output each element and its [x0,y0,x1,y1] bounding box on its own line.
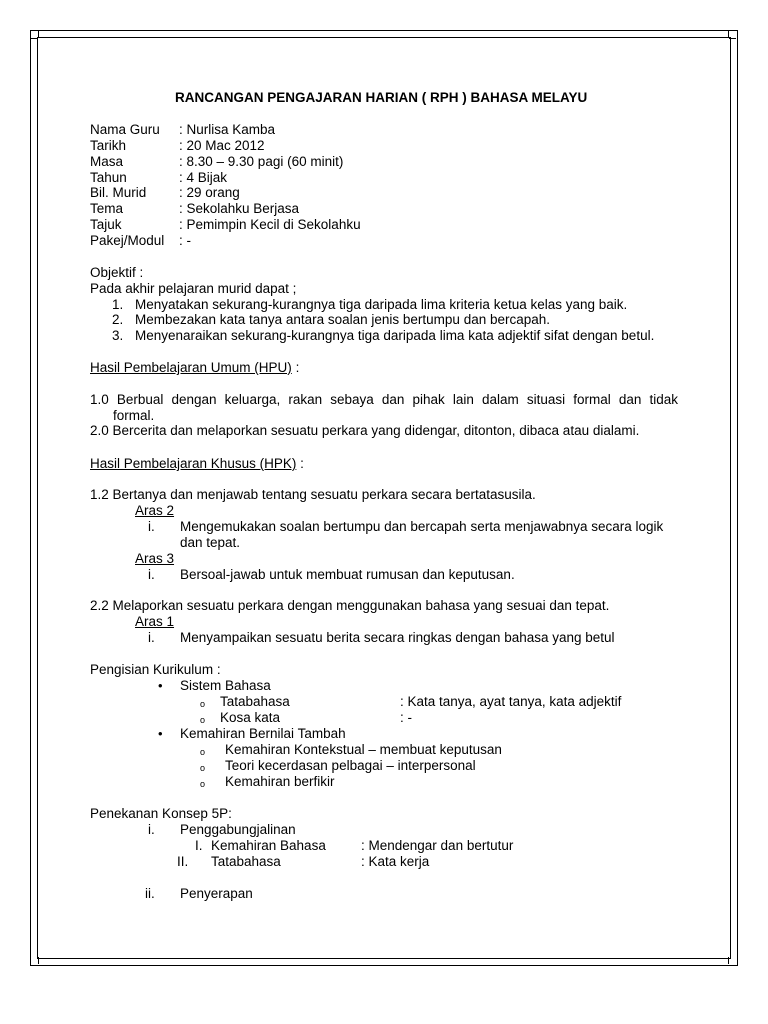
kurikulum-heading: Pengisian Kurikulum : [90,662,221,677]
konsep-sub-value: : Kata kerja [361,854,430,869]
hpu-heading-line [90,360,299,376]
konsep-sub-item: Tatabahasa [211,854,281,869]
kurikulum-sub-value: : Kata tanya, ayat tanya, kata adjektif [400,694,622,709]
bullet-icon: • [158,678,163,693]
hpk-item: 1.2 Bertanya dan menjawab tentang sesuatu perkara secara bertatasusila. [90,487,536,502]
objektif-item: Membezakan kata tanya antara soalan jenis bertumpu dan bercapah. [135,312,551,327]
info-value: : Pemimpin Kecil di Sekolahku [179,217,361,232]
hpk-heading-line [90,456,304,472]
info-label: Nama Guru [90,122,160,137]
info-value: : 20 Mac 2012 [179,138,265,153]
hpu-heading-colon: : [291,360,300,375]
hpk-heading-colon: : [296,456,304,471]
border-corner-mark [729,38,736,39]
list-number: II. [177,854,189,869]
hpu-item: 1.0 Berbual dengan keluarga, rakan sebaya dan pihak lain dalam situasi formal dan tidak [90,392,678,407]
konsep-item: Penggabungjalinan [180,822,296,837]
hpk-sub-item: Mengemukakan soalan bertumpu dan bercapah serta menjawabnya secara logik [180,519,664,534]
info-label: Tarikh [90,138,127,153]
list-number: 3. [112,328,124,343]
border-corner-mark [38,30,39,37]
info-value: : 29 orang [179,185,240,200]
info-label: Tajuk [90,217,122,232]
circle-bullet-icon: o [200,715,206,725]
info-label: Bil. Murid [90,185,147,200]
objektif-intro: Pada akhir pelajaran murid dapat ; [90,281,297,296]
list-number: i. [148,567,155,582]
aras-label: Aras 3 [135,551,175,566]
border-corner-mark [30,38,37,39]
bullet-icon: • [158,726,163,741]
info-value: : - [179,233,191,248]
konsep-item: Penyerapan [180,886,253,901]
aras-label: Aras 2 [135,503,175,518]
hpu-item: 2.0 Bercerita dan melaporkan sesuatu perkara yang didengar, ditonton, dibaca atau dialami. [90,423,640,438]
hpk-sub-item: Menyampaikan sesuatu berita secara ringkas dengan bahasa yang betul [180,630,615,645]
kurikulum-item: Kemahiran Bernilai Tambah [180,726,346,741]
konsep-sub-item: Kemahiran Bahasa [211,838,326,853]
circle-bullet-icon: o [200,763,206,773]
info-value: : 4 Bijak [179,170,228,185]
info-label: Pakej/Modul [90,233,165,248]
circle-bullet-icon: o [200,699,206,709]
kurikulum-sub-item: Kemahiran Kontekstual – membuat keputusan [225,742,502,757]
border-corner-mark [728,30,729,37]
objektif-item: Menyenaraikan sekurang-kurangnya tiga daripada lima kata adjektif sifat dengan betul. [135,328,655,343]
info-value: : Sekolahku Berjasa [179,201,300,216]
list-number: I. [195,838,203,853]
hpk-sub-item-continuation: dan tepat. [180,535,241,550]
list-number: 2. [112,312,124,327]
objektif-item: Menyatakan sekurang-kurangnya tiga daripada lima kriteria ketua kelas yang baik. [135,297,628,312]
hpu-heading: Hasil Pembelajaran Umum (HPU) [90,360,292,375]
kurikulum-sub-item: Kemahiran berfikir [225,774,335,789]
border-corner-mark [728,957,729,964]
info-value: : 8.30 – 9.30 pagi (60 minit) [179,154,344,169]
list-number: 1. [112,297,124,312]
kurikulum-sub-value: : - [400,710,412,725]
document-title: RANCANGAN PENGAJARAN HARIAN ( RPH ) BAHASA MELAYU [175,90,588,105]
circle-bullet-icon: o [200,779,206,789]
border-corner-mark [38,957,39,964]
circle-bullet-icon: o [200,747,206,757]
kurikulum-item: Sistem Bahasa [180,678,271,693]
kurikulum-sub-item: Tatabahasa [220,694,290,709]
info-label: Tema [90,201,124,216]
hpk-sub-item: Bersoal-jawab untuk membuat rumusan dan keputusan. [180,567,515,582]
list-number: i. [148,519,155,534]
konsep-heading: Penekanan Konsep 5P: [90,806,232,821]
kurikulum-sub-item: Kosa kata [220,710,281,725]
info-label: Tahun [90,170,127,185]
aras-label: Aras 1 [135,614,175,629]
konsep-sub-value: : Mendengar dan bertutur [361,838,514,853]
list-number: i. [148,630,155,645]
kurikulum-sub-item: Teori kecerdasan pelbagai – interpersonal [225,758,476,773]
list-number: ii. [145,886,155,901]
list-number: i. [148,822,155,837]
info-value: : Nurlisa Kamba [179,122,276,137]
hpk-item: 2.2 Melaporkan sesuatu perkara dengan menggunakan bahasa yang sesuai dan tepat. [90,598,610,613]
info-label: Masa [90,154,124,169]
objektif-heading: Objektif : [90,265,144,280]
hpk-heading: Hasil Pembelajaran Khusus (HPK) [90,456,297,471]
hpu-item-continuation: formal. [113,408,155,423]
